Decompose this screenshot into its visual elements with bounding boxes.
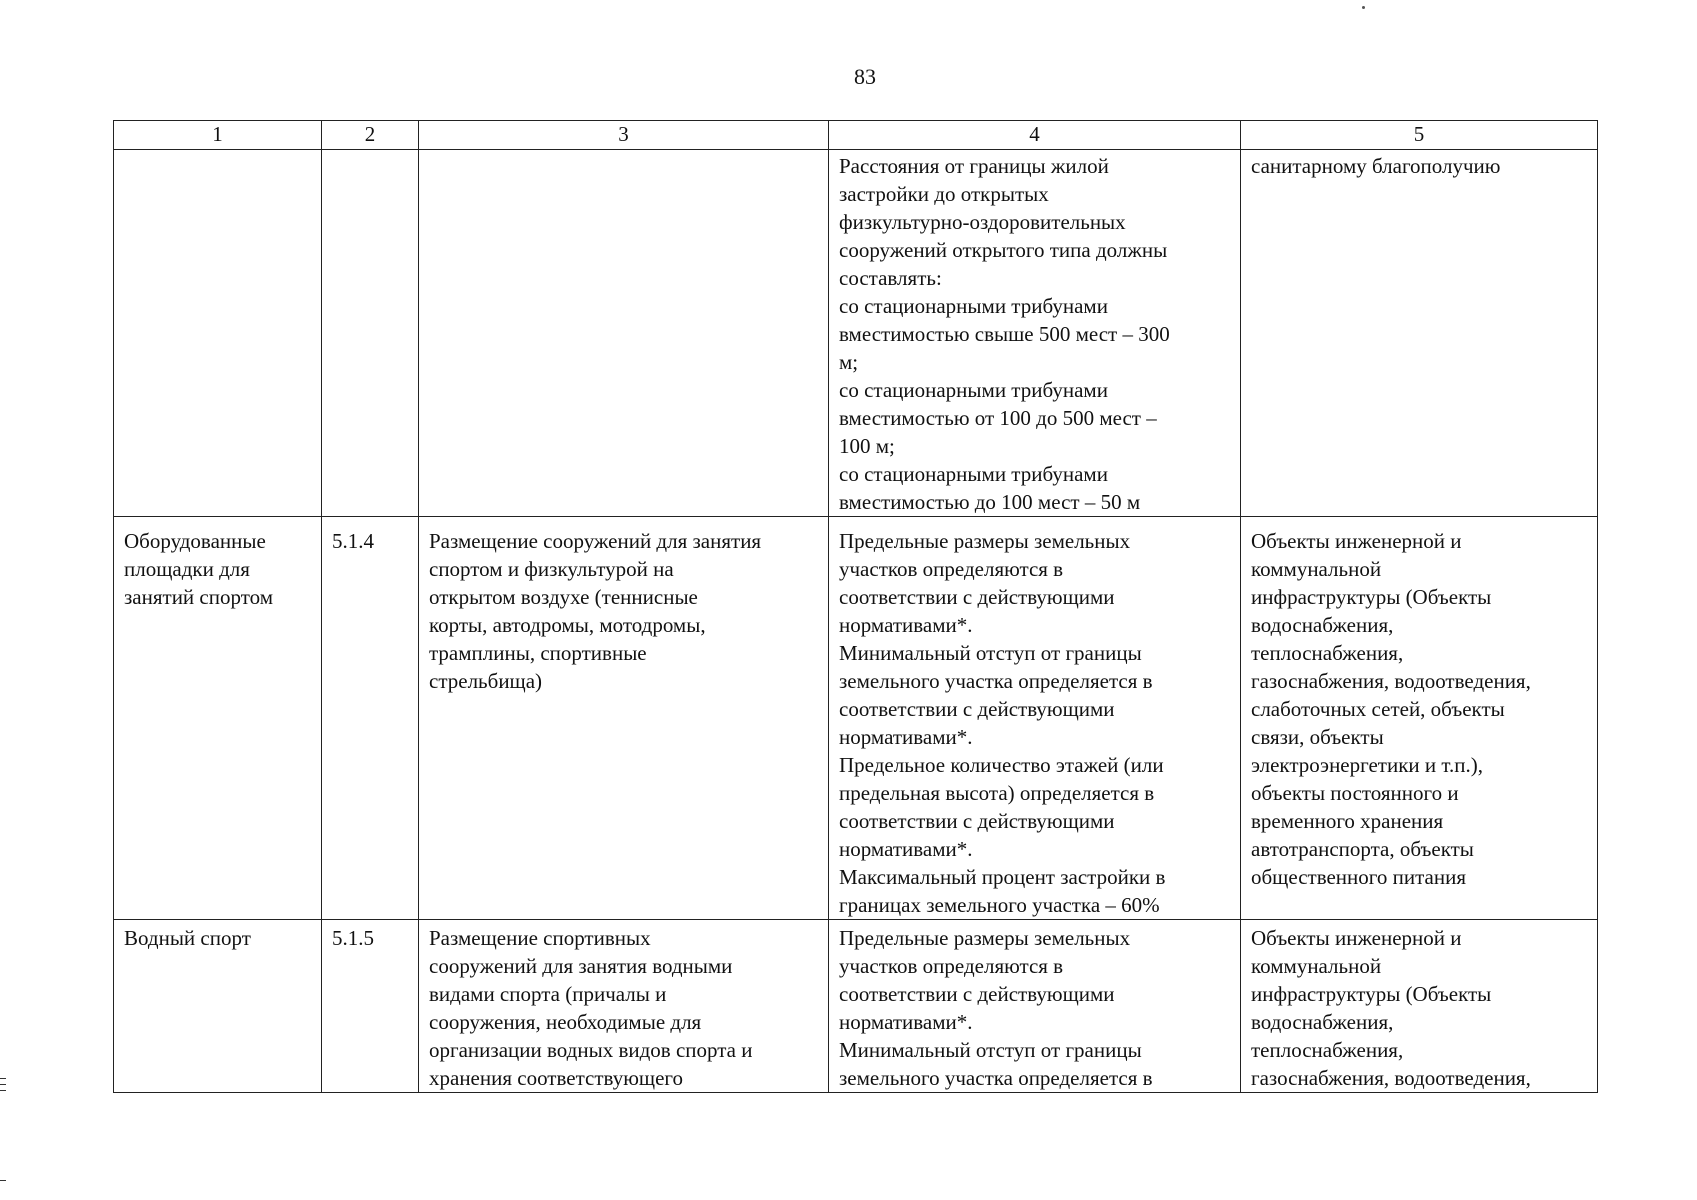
cell-text: Расстояния от границы жилой застройки до открытых физкультурно-оздоровительных сооружений открытого типа должны составлять: со стационарными трибунами вместимостью свыше 500 мест – 300 м; со стационарными трибунами вместимостью от 100 до 500 мест – 100 м; со стационарными трибунами вместимостью до 100 мест – 50 м (839, 154, 1170, 514)
cell-text: Размещение сооружений для занятия спортом и физкультурой на открытом воздухе (теннисные корты, автодромы, мотодромы, трамплины, спортивные стрельбища) (429, 529, 762, 693)
cell-code (322, 920, 419, 1093)
cell-parameters (829, 517, 1241, 920)
cell-text: Водный спорт (124, 926, 251, 950)
cell-auxiliary-uses (1241, 150, 1598, 517)
header-col-4: 4 (829, 121, 1241, 150)
cell-text: 5.1.4 (332, 529, 374, 553)
cell-use-name (114, 150, 322, 517)
scan-mark (0, 1084, 6, 1085)
cell-code (322, 517, 419, 920)
header-col-1: 1 (114, 121, 322, 150)
cell-text: Предельные размеры земельных участков определяются в соответствии с действующими нормативами*. Минимальный отступ от границы земельного участка определяется в соответствии с действующими нормативами*. Предельное количество этажей (или предельная высота) определяется в соответствии с действующими нормативами*. Максимальный процент застройки в границах земельного участка – 60% (839, 529, 1166, 917)
cell-use-name (114, 517, 322, 920)
scan-mark (0, 1078, 6, 1079)
scan-mark (0, 1180, 6, 1181)
cell-description (419, 920, 829, 1093)
cell-parameters (829, 150, 1241, 517)
table-row (114, 150, 1598, 517)
cell-text: Объекты инженерной и коммунальной инфраструктуры (Объекты водоснабжения, теплоснабжения, газоснабжения, водоотведения, (1251, 926, 1531, 1090)
cell-code (322, 150, 419, 517)
cell-text: 5.1.5 (332, 926, 374, 950)
header-col-2: 2 (322, 121, 419, 150)
table-body (114, 150, 1598, 1093)
cell-text: санитарному благополучию (1251, 154, 1501, 178)
cell-parameters (829, 920, 1241, 1093)
cell-auxiliary-uses (1241, 517, 1598, 920)
header-col-3: 3 (419, 121, 829, 150)
cell-text: Предельные размеры земельных участков определяются в соответствии с действующими нормативами*. Минимальный отступ от границы земельного участка определяется в (839, 926, 1153, 1090)
table-row (114, 920, 1598, 1093)
land-use-table (113, 120, 1598, 1093)
cell-auxiliary-uses (1241, 920, 1598, 1093)
table-row (114, 517, 1598, 920)
header-col-5: 5 (1241, 121, 1598, 150)
scan-mark (0, 1090, 6, 1091)
cell-text: Размещение спортивных сооружений для занятия водными видами спорта (причалы и сооружения, необходимые для организации водных видов спорта и хранения соответствующего (429, 926, 753, 1090)
cell-text: Объекты инженерной и коммунальной инфраструктуры (Объекты водоснабжения, теплоснабжения, газоснабжения, водоотведения, слаботочных сетей, объекты связи, объекты электроэнергетики и т.п.), объекты постоянного и временного хранения автотранспорта, объекты общественного питания (1251, 529, 1531, 889)
cell-text: Оборудованные площадки для занятий спортом (124, 529, 273, 609)
page-number: 83 (854, 64, 876, 89)
cell-use-name (114, 920, 322, 1093)
cell-description (419, 517, 829, 920)
table-header (114, 121, 1598, 150)
scan-speck (1362, 6, 1365, 9)
cell-description (419, 150, 829, 517)
header-row (114, 121, 1598, 150)
